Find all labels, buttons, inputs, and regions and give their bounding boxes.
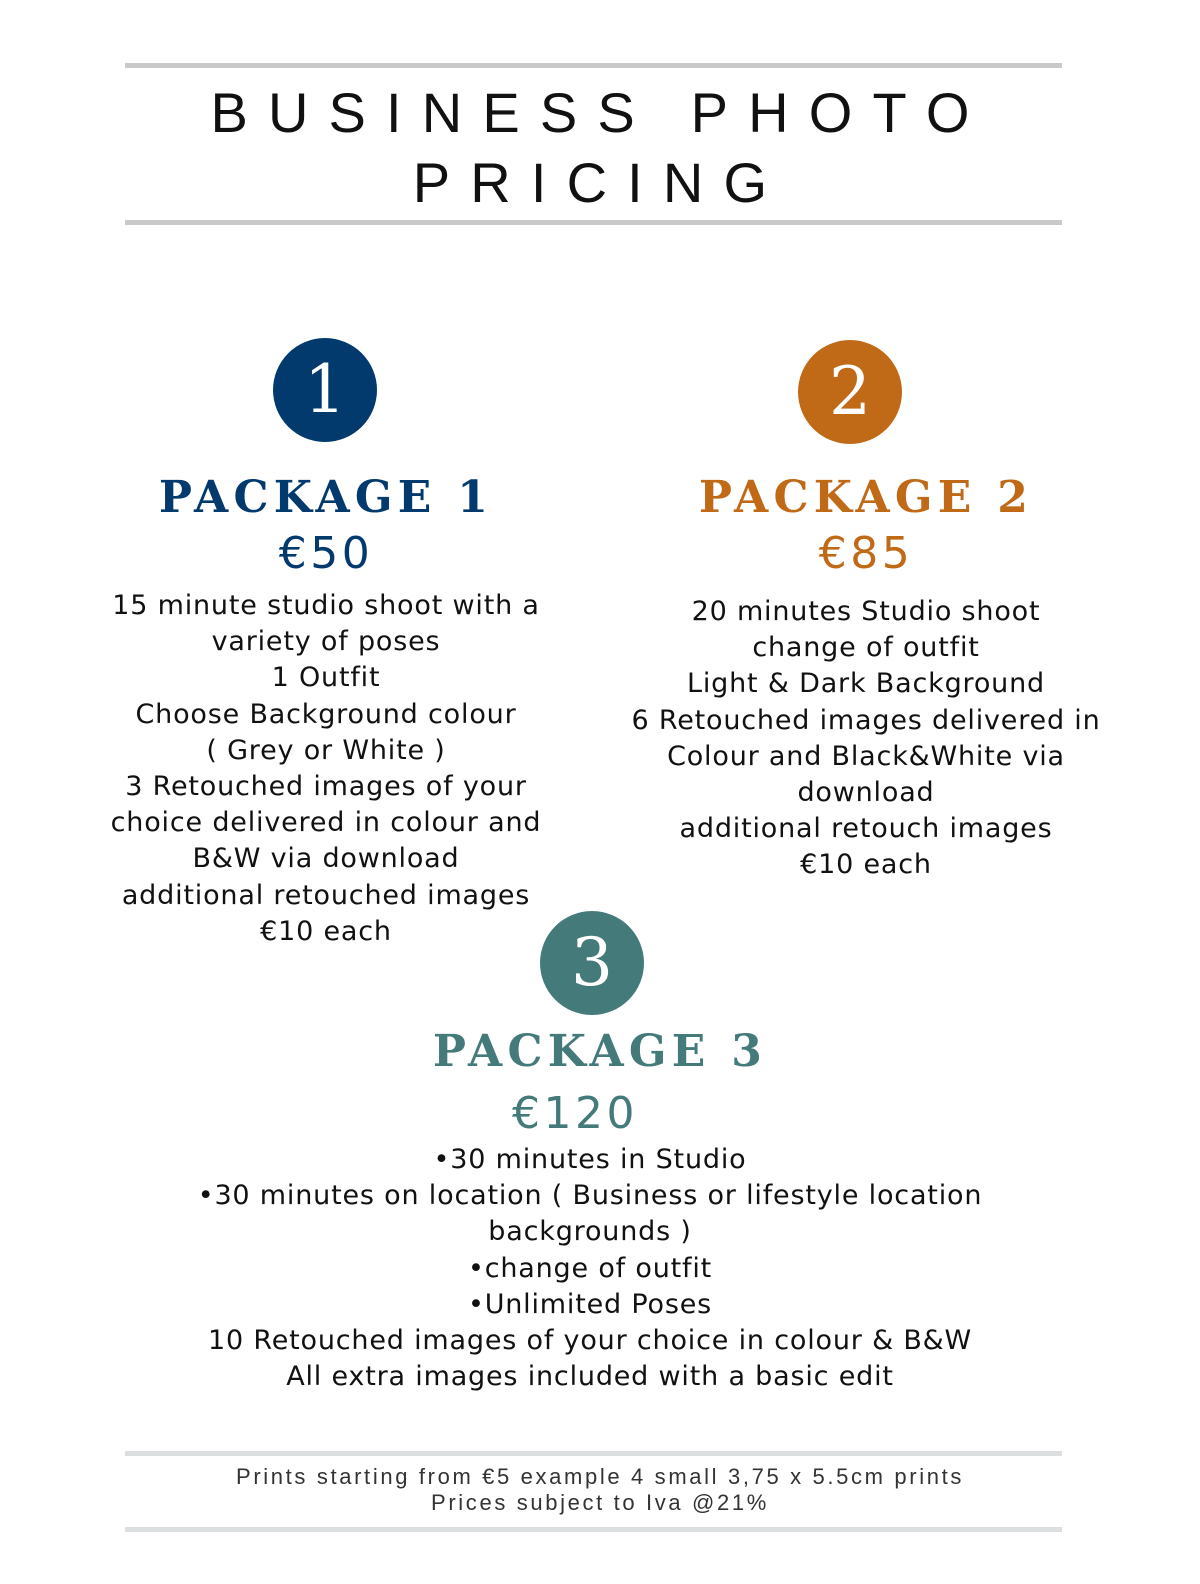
detail-line: 3 Retouched images of your (125, 771, 527, 803)
package-2-price: €85 (818, 528, 914, 579)
detail-line: •Unlimited Poses (467, 1288, 713, 1320)
footer-prints-note: Prints starting from €5 example 4 small 3,75 x 5.5cm prints (236, 1464, 964, 1489)
detail-line: 15 minute studio shoot with a (112, 590, 540, 621)
detail-line: additional retouched images (121, 879, 531, 911)
detail-line: •change of outfit (467, 1252, 713, 1284)
detail-line: Choose Background colour (135, 698, 517, 730)
detail-line: backgrounds ) (488, 1216, 692, 1248)
detail-line: Colour and Black&White via (667, 740, 1065, 772)
detail-line: All extra images included with a basic edit (286, 1361, 894, 1393)
detail-line: additional retouch images (679, 813, 1053, 845)
detail-line: 6 Retouched images delivered in (631, 704, 1101, 736)
package-1-number-badge: 1 (273, 338, 377, 442)
package-3 (190, 1024, 990, 1395)
detail-line: 20 minutes Studio shoot (691, 596, 1041, 627)
package-2 (566, 470, 1166, 884)
package-3-details (190, 1142, 990, 1395)
package-1 (26, 470, 626, 950)
package-2-details (566, 594, 1166, 884)
detail-line: download (797, 777, 935, 809)
package-3-number-badge: 3 (540, 911, 644, 1015)
package-3-price: €120 (511, 1088, 639, 1139)
footer-bottom-rule (125, 1527, 1062, 1532)
page-title (0, 78, 1200, 218)
package-2-name: PACKAGE 2 (698, 472, 1034, 523)
package-1-name: PACKAGE 1 (158, 472, 494, 523)
detail-line: 1 Outfit (271, 662, 381, 694)
package-1-price: €50 (278, 528, 374, 579)
detail-line: variety of poses (211, 626, 441, 658)
detail-line: €10 each (800, 849, 932, 881)
detail-line: •30 minutes in Studio (433, 1144, 747, 1175)
top-rule (125, 63, 1062, 68)
title-line-2: PRICING (412, 151, 788, 214)
detail-line: •30 minutes on location ( Business or lifestyle location (197, 1180, 983, 1212)
detail-line: Light & Dark Background (687, 668, 1045, 700)
detail-line: choice delivered in colour and (110, 807, 542, 839)
footer-top-rule (125, 1451, 1062, 1456)
title-bottom-rule (125, 220, 1062, 225)
detail-line: change of outfit (752, 632, 980, 664)
footer-note (0, 1464, 1200, 1516)
package-3-name: PACKAGE 3 (432, 1026, 768, 1077)
detail-line: ( Grey or White ) (206, 734, 446, 766)
detail-line: 10 Retouched images of your choice in colour & B&W (207, 1325, 973, 1357)
footer-tax-note: Prices subject to Iva @21% (431, 1490, 769, 1515)
title-line-1: BUSINESS PHOTO (210, 81, 990, 144)
detail-line: €10 each (260, 915, 392, 947)
detail-line: B&W via download (192, 843, 460, 875)
package-1-details (26, 588, 626, 950)
package-2-number-badge: 2 (798, 340, 902, 444)
